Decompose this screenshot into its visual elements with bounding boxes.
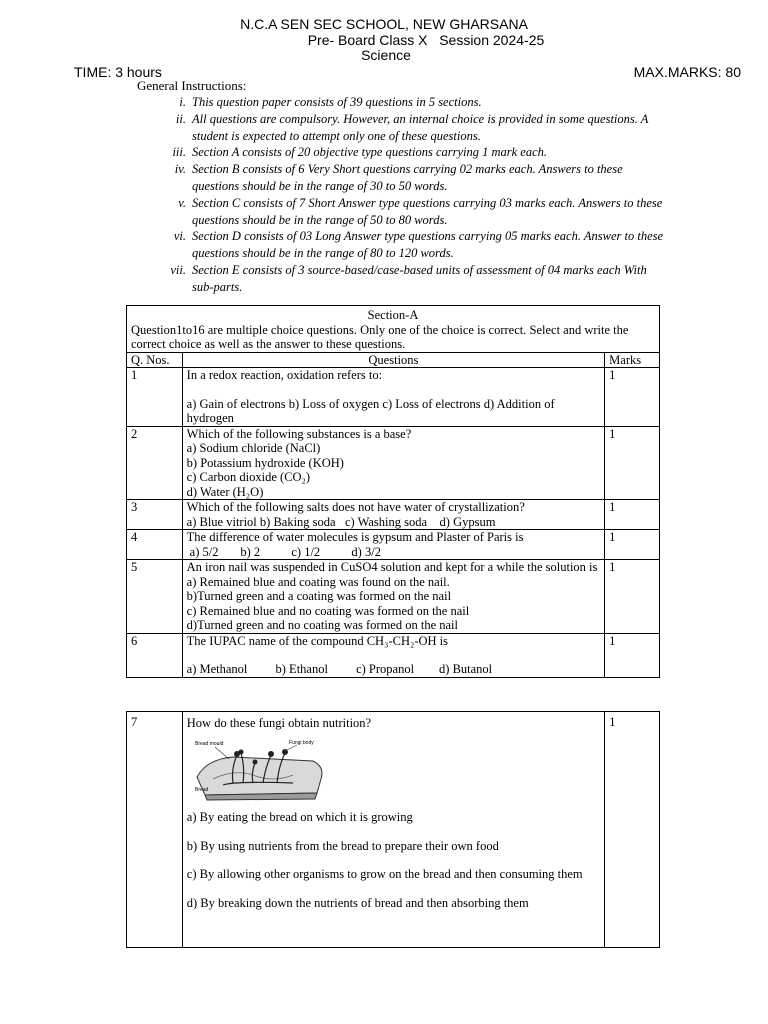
- table-row: [127, 633, 660, 677]
- question-number: 5: [127, 560, 183, 634]
- instruction-item: [160, 262, 670, 296]
- option-c: c) Remained blue and no coating was formed on the nail: [186, 603, 470, 618]
- fungi-bread-figure: [193, 739, 600, 805]
- instruction-number: iii.: [172, 145, 186, 160]
- option-a: a) By eating the bread on which it is growing: [186, 810, 413, 824]
- subject-title: Science: [361, 47, 411, 63]
- table-row: [127, 426, 660, 500]
- instruction-text: Section A consists of 20 objective type questions carrying 1 mark each.: [192, 145, 548, 160]
- instructions-title: General Instructions:: [137, 78, 247, 93]
- option-d: d) By breaking down the nutrients of bread and then absorbing them: [186, 895, 529, 910]
- instruction-number: v.: [178, 195, 186, 210]
- question-cell: [182, 633, 605, 677]
- question-marks: 1: [605, 712, 660, 948]
- instruction-number: vi.: [173, 229, 186, 244]
- school-name: N.C.A SEN SEC SCHOOL, NEW GHARSANA: [240, 16, 528, 32]
- question-text: How do these fungi obtain nutrition?: [186, 716, 372, 730]
- question-text: An iron nail was suspended in CuSO4 solution and kept for a while the solution is: [186, 560, 598, 574]
- option-d: d)Turned green and no coating was formed on the nail: [186, 618, 459, 632]
- table-row: [127, 368, 660, 427]
- question-text: Which of the following salts does not have water of crystallization?: [186, 500, 525, 514]
- question-number: 6: [127, 633, 183, 677]
- exam-title: Pre- Board Class X Session 2024-25: [307, 32, 545, 48]
- col-header-marks: Marks: [605, 352, 660, 368]
- table-row: [127, 712, 660, 948]
- option-c: c) By allowing other organisms to grow on the bread and then consuming them: [186, 867, 583, 881]
- question-number: 1: [127, 368, 183, 427]
- instruction-item: [160, 161, 670, 195]
- question-number: 7: [127, 712, 183, 948]
- question-text: Which of the following substances is a base?: [186, 426, 412, 441]
- column-header-row: [127, 352, 660, 368]
- question-marks: 1: [605, 633, 660, 677]
- question-options: a) 5/2 b) 2 c) 1/2 d) 3/2: [189, 544, 381, 559]
- question-number: 3: [127, 500, 183, 530]
- option-a: a) Remained blue and coating was found on the nail.: [186, 574, 450, 589]
- instruction-item: [160, 111, 670, 145]
- question-marks: 1: [605, 368, 660, 427]
- figure-label-bread-mould: Bread mould: [194, 740, 224, 747]
- instruction-item: [160, 195, 670, 229]
- option-d: d) Water (H₂O): [186, 484, 264, 499]
- option-c: c) Carbon dioxide (CO₂): [186, 470, 311, 484]
- option-b: b)Turned green and a coating was formed on the nail: [186, 589, 452, 603]
- question-cell: [182, 500, 605, 530]
- instruction-text: Section C consists of 7 Short Answer type questions carrying 03 marks each. Answers to these questions should be in the range of 50 to 80 words.: [192, 195, 663, 227]
- question-marks: 1: [605, 560, 660, 634]
- question-options: a) Blue vitriol b) Baking soda c) Washing soda d) Gypsum: [186, 514, 496, 529]
- question-marks: 1: [605, 500, 660, 530]
- instruction-number: iv.: [174, 162, 186, 177]
- question-text: The IUPAC name of the compound CH₃-CH₂-OH is: [186, 633, 449, 648]
- question-cell: [182, 560, 605, 634]
- instruction-number: vii.: [170, 262, 186, 277]
- question-options: a) Methanol b) Ethanol c) Propanol d) Butanol: [186, 662, 493, 676]
- question-marks: 1: [605, 530, 660, 560]
- question-text: In a redox reaction, oxidation refers to:: [186, 368, 383, 382]
- figure-label-bread: Bread: [194, 786, 209, 793]
- table-row: [127, 560, 660, 634]
- figure-label-fungi-body: Fungi body: [288, 739, 314, 746]
- instruction-number: ii.: [175, 111, 186, 126]
- section-a-table: [126, 305, 660, 678]
- question-cell: [182, 530, 605, 560]
- max-marks-label: MAX.MARKS: 80: [633, 64, 741, 80]
- question-options: a) Gain of electrons b) Loss of oxygen c) Loss of electrons d) Addition of hydrogen: [186, 396, 555, 425]
- question-7-table: [126, 711, 660, 948]
- instruction-text: Section E consists of 3 source-based/case-based units of assessment of 04 marks each With sub-parts.: [192, 262, 647, 294]
- question-cell: [182, 426, 605, 500]
- col-header-questions: Questions: [182, 352, 605, 368]
- question-number: 4: [127, 530, 183, 560]
- option-b: b) Potassium hydroxide (KOH): [186, 455, 344, 470]
- section-header-row: [127, 306, 660, 353]
- instruction-text: Section D consists of 03 Long Answer type questions carrying 05 marks each. Answer to these questions should be in the range of 80 to 120 words.: [192, 229, 664, 261]
- col-header-qno: Q. Nos.: [127, 352, 183, 368]
- instruction-text: Section B consists of 6 Very Short questions carrying 02 marks each. Answers to these questions should be in the range of 30 to 50 words.: [192, 162, 623, 193]
- option-b: b) By using nutrients from the bread to prepare their own food: [186, 838, 499, 853]
- instruction-text: This question paper consists of 39 questions in 5 sections.: [192, 95, 482, 109]
- question-cell: [182, 712, 604, 948]
- instruction-item: [160, 144, 670, 161]
- question-number: 2: [127, 426, 183, 500]
- instruction-number: i.: [179, 95, 186, 109]
- table-row: [127, 500, 660, 530]
- question-text: The difference of water molecules is gypsum and Plaster of Paris is: [186, 530, 524, 544]
- section-title: Section-A: [367, 308, 419, 322]
- instruction-item: [160, 94, 670, 111]
- time-label: TIME: 3 hours: [74, 64, 162, 80]
- option-a: a) Sodium chloride (NaCl): [186, 441, 321, 455]
- instructions-list: [160, 94, 670, 296]
- section-header-cell: [127, 306, 660, 353]
- instruction-item: [160, 228, 670, 262]
- question-cell: [182, 368, 605, 427]
- instruction-text: All questions are compulsory. However, an internal choice is provided in some questions. A student is expected to attempt only one of these questions.: [192, 111, 649, 143]
- table-row: [127, 530, 660, 560]
- bread-mould-diagram: [193, 739, 327, 801]
- section-note: Question1to16 are multiple choice questions. Only one of the choice is correct. Select and write the correct choice as well as the answer to these questions.: [131, 322, 629, 351]
- question-marks: 1: [605, 426, 660, 500]
